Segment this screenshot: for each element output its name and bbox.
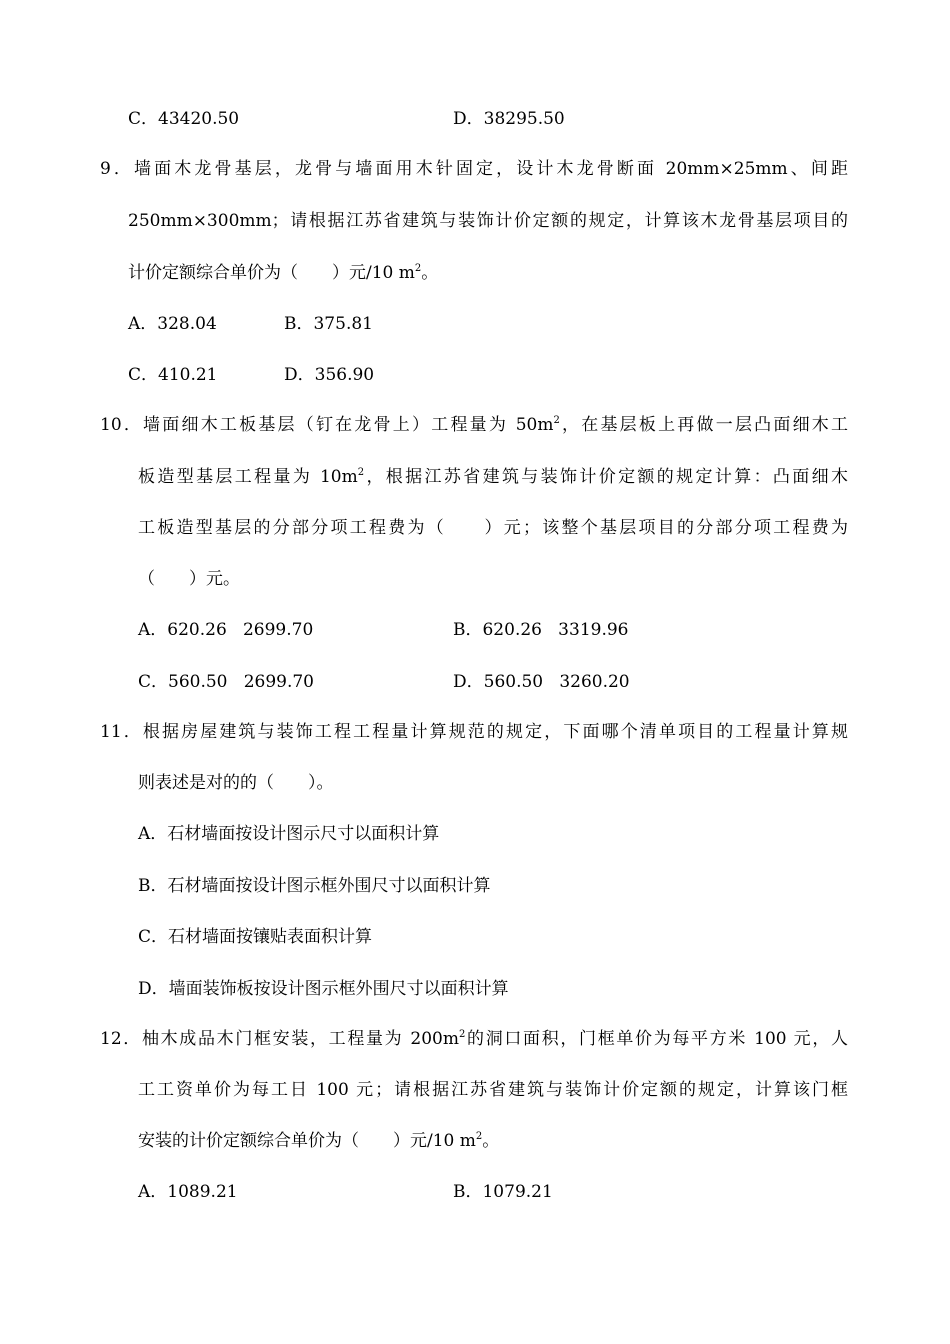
q10-option-b: B．620.26 3319.96: [453, 620, 629, 640]
q10-option-d: D．560.50 3260.20: [453, 672, 630, 692]
q8-option-d: D．38295.50: [453, 109, 565, 129]
q12-stem-line1: 12．柚木成品木门框安装，工程量为 $200m^2$的洞口面积，门框单价为每平方米 100 元，人: [100, 1029, 848, 1049]
q9-option-b: B．375.81: [284, 314, 373, 334]
q12-option-a: A．1089.21: [138, 1182, 238, 1202]
q9-option-d: D．356.90: [284, 365, 375, 385]
q8-option-c: C．43420.50: [128, 109, 240, 129]
q10-option-a: A．620.26 2699.70: [138, 620, 314, 640]
q11-option-d: D．墙面装饰板按设计图示框外围尺寸以面积计算: [138, 979, 509, 999]
q9-stem-line1: 9．墙面木龙骨基层，龙骨与墙面用木针固定，设计木龙骨断面 20mm×25mm、间距: [100, 159, 848, 179]
q10-option-c: C．560.50 2699.70: [138, 672, 315, 692]
q11-stem-line2: 则表述是对的的（ ）。: [138, 773, 334, 793]
q11-stem-line1: 11．根据房屋建筑与装饰工程工程量计算规范的规定，下面哪个清单项目的工程量计算规: [100, 722, 848, 742]
q9-option-a: A．328.04: [128, 314, 217, 334]
q9-option-c: C．410.21: [128, 365, 218, 385]
q10-stem-line2: 板造型基层工程量为 $10m^2$，根据江苏省建筑与装饰计价定额的规定计算：凸面细木: [138, 467, 848, 487]
q11-option-c: C．石材墙面按镶贴表面积计算: [138, 927, 373, 947]
q10-stem-line3: 工板造型基层的分部分项工程费为（ ）元；该整个基层项目的分部分项工程费为: [138, 518, 848, 538]
q12-option-b: B．1079.21: [453, 1182, 553, 1202]
q9-stem-line3: 计价定额综合单价为（ ）元/10 $m^2$。: [128, 263, 439, 283]
q10-stem-line4: （ ）元。: [138, 569, 240, 589]
q12-stem-line3: 安装的计价定额综合单价为（ ）元/10 $m^2$。: [138, 1131, 500, 1151]
q10-stem-line1: 10．墙面细木工板基层（钉在龙骨上）工程量为 $50m^2$，在基层板上再做一层凸面细木工: [100, 415, 849, 435]
q12-stem-line2: 工工资单价为每工日 100 元；请根据江苏省建筑与装饰计价定额的规定，计算该门框: [138, 1080, 848, 1100]
q11-option-a: A．石材墙面按设计图示尺寸以面积计算: [138, 824, 440, 844]
q11-option-b: B．石材墙面按设计图示框外围尺寸以面积计算: [138, 876, 491, 896]
q9-stem-line2: 250mm×300mm；请根据江苏省建筑与装饰计价定额的规定，计算该木龙骨基层项目的: [128, 211, 848, 231]
